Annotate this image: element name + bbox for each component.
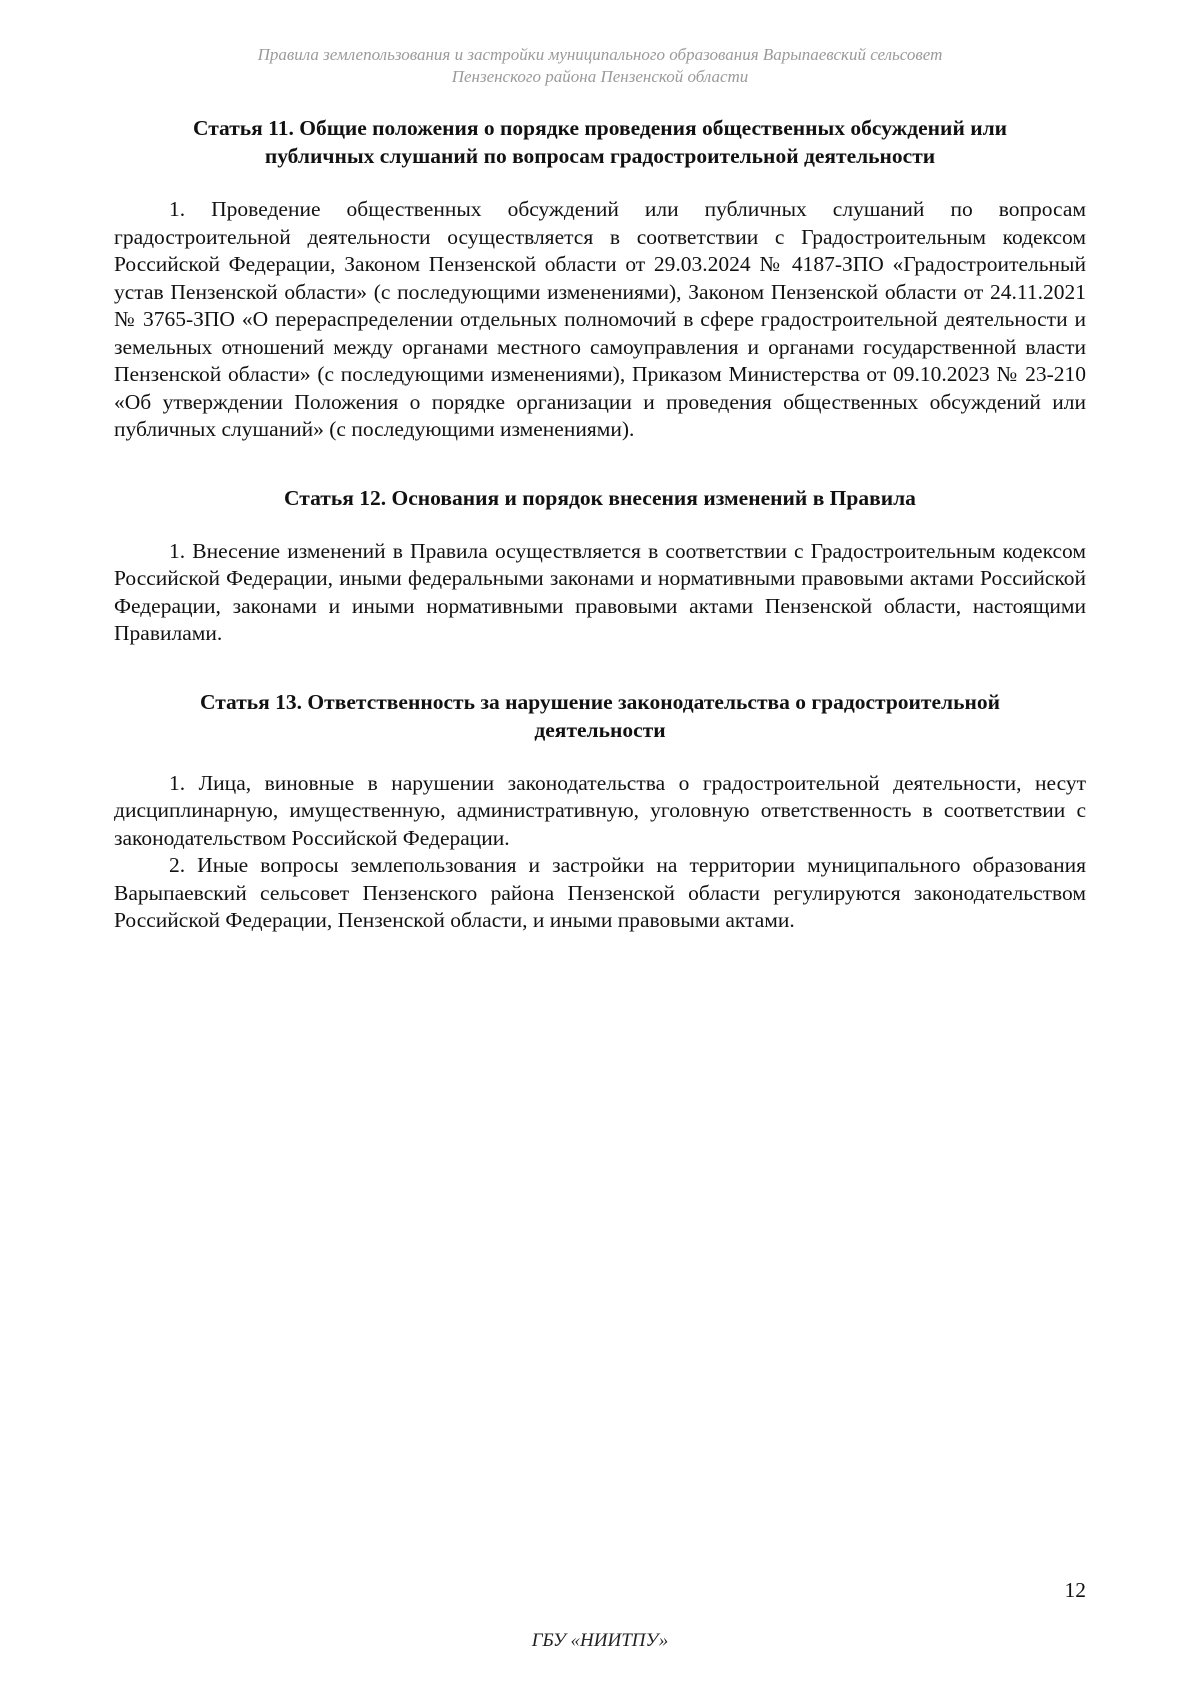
article-11-title-line-2: публичных слушаний по вопросам градостроительной деятельности	[264, 144, 936, 168]
page-number: 12	[1064, 1578, 1086, 1602]
article-13-title-line-2: деятельности	[534, 717, 666, 742]
article-12-paragraph-1: 1. Внесение изменений в Правила осуществляется в соответствии с Градостроительным кодексом Российской Федерации, иными федеральными законами и нормативными правовыми актами Российской Федерации, законами и иными нормативными правовыми актами Пензенской области, настоящими Правилами.	[114, 538, 1086, 645]
article-12	[114, 484, 1086, 648]
article-11-paragraph-1: 1. Проведение общественных обсуждений или публичных слушаний по вопросам градостроительной деятельности осуществляется в соответствии с Градостроительным кодексом Российской Федерации, Законом Пензенской области от 29.03.2024 № 4187-ЗПО «Градостроительный устав Пензенской области» (с последующими изменениями), Законом Пензенской области от 24.11.2021 № 3765-ЗПО «О перераспределении отдельных полномочий в сфере градостроительной деятельности и земельных отношений между органами местного самоуправления и органами государственной власти Пензенской области» (с последующими изменениями), Приказом Министерства от 09.10.2023 № 23-210 «Об утверждении Положения о порядке организации и проведения общественных обсуждений или публичных слушаний» (с последующими изменениями).	[114, 197, 1086, 441]
running-header-line-1: Правила землепользования и застройки муниципального образования Варыпаевский сельсовет	[257, 45, 943, 64]
article-13-paragraph-2: 2. Иные вопросы землепользования и застройки на территории муниципального образования Варыпаевский сельсовет Пензенского района Пензенской области регулируются законодательством Российской Федерации, Пензенской области, и иными правовыми актами.	[114, 853, 1086, 932]
article-12-title	[114, 484, 1086, 512]
article-13-title-line-1: Статья 13. Ответственность за нарушение законодательства о градостроительной	[199, 689, 1000, 714]
running-header	[150, 44, 1050, 88]
article-13	[114, 688, 1086, 935]
article-13-title	[114, 688, 1086, 744]
article-11-title-line-1: Статья 11. Общие положения о порядке проведения общественных обсуждений или	[192, 116, 1008, 140]
article-13-paragraph-1: 1. Лица, виновные в нарушении законодательства о градостроительной деятельности, несут дисциплинарную, имущественную, административную, уголовную ответственность в соответствии с законодательством Российской Федерации.	[114, 770, 1086, 850]
page-footer: ГБУ «НИИТПУ»	[531, 1630, 669, 1651]
article-11-title	[114, 114, 1086, 170]
running-header-line-2: Пензенского района Пензенской области	[451, 67, 749, 86]
document-body	[114, 114, 1086, 935]
article-12-title-line-1: Статья 12. Основания и порядок внесения изменений в Правила	[284, 485, 916, 510]
article-11	[114, 114, 1086, 444]
